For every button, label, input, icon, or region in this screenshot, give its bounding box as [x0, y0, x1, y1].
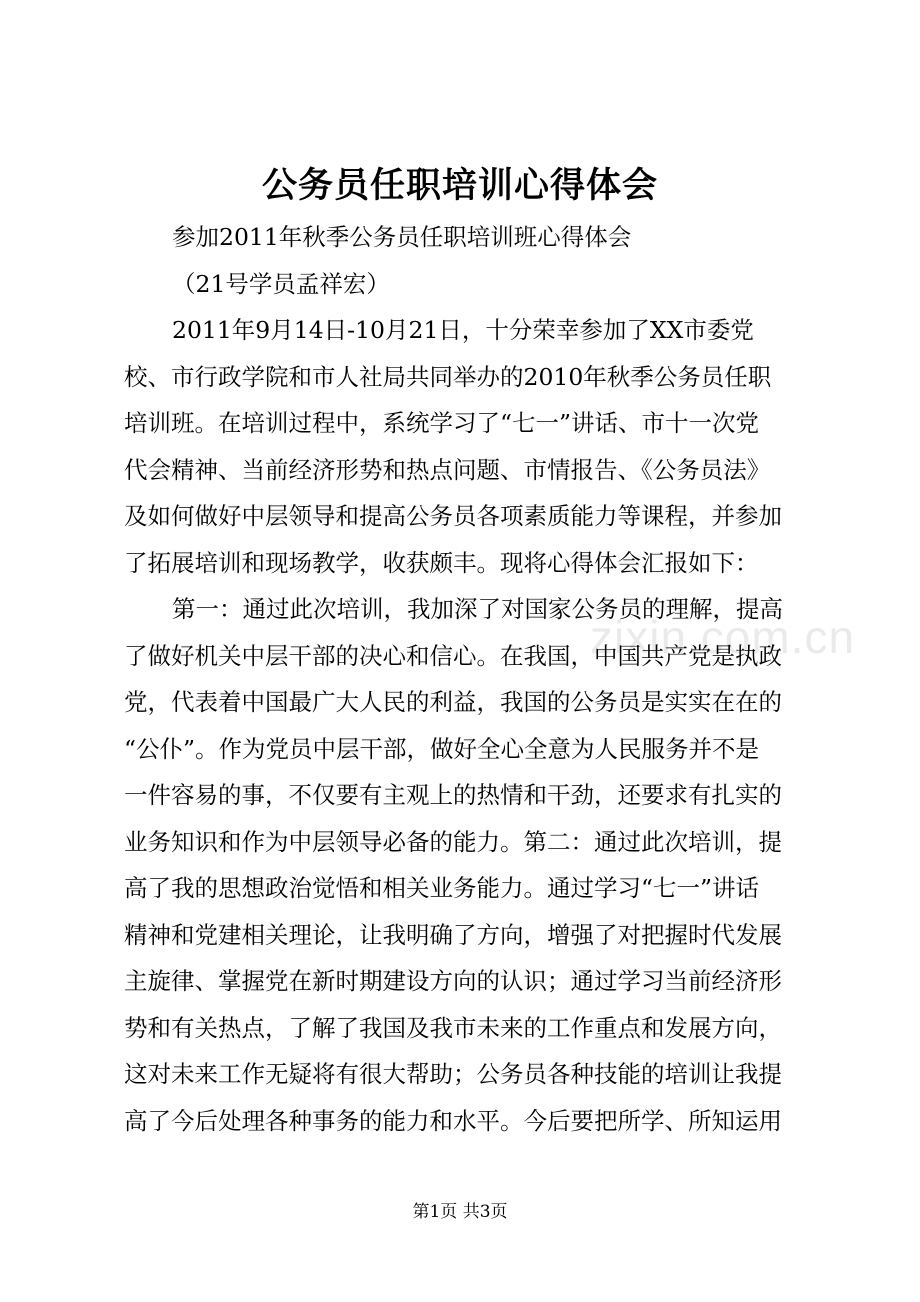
paragraph-line: 及如何做好中层领导和提高公务员各项素质能力等课程，并参加	[124, 502, 782, 530]
paragraph-line: 高了我的思想政治觉悟和相关业务能力。通过学习“七一”讲话	[124, 874, 760, 902]
paragraph-line: 精神和党建相关理论，让我明确了方向，增强了对把握时代发展	[124, 920, 782, 949]
paragraph-line: “公仆”。作为党员中层干部，做好全心全意为人民服务并不是	[124, 734, 760, 763]
paragraph-line: 一件容易的事，不仅要有主观上的热情和干劲，还要求有扎实的	[124, 781, 782, 809]
paragraph-line: 2011年9月14日-10月21日，十分荣幸参加了XX市委党	[172, 316, 754, 344]
watermark: zixin.com.cn	[590, 611, 856, 663]
paragraph-line: 培训班。在培训过程中，系统学习了“七一”讲话、市十一次党	[124, 409, 760, 437]
paragraph-line: 这对未来工作无疑将有很大帮助；公务员各种技能的培训让我提	[124, 1060, 782, 1088]
paragraph-line: 第一：通过此次培训，我加深了对国家公务员的理解，提高	[172, 595, 783, 623]
paragraph-line: 党，代表着中国最广大人民的利益，我国的公务员是实实在在的	[124, 688, 782, 716]
paragraph-line: 业务知识和作为中层领导必备的能力。第二：通过此次培训，提	[124, 827, 782, 856]
paragraph-line: 代会精神、当前经济形势和热点问题、市情报告、《公务员法》	[124, 455, 771, 484]
page-footer: 第1页 共3页	[412, 1202, 508, 1222]
paragraph-line: 了拓展培训和现场教学，收获颇丰。现将心得体会汇报如下：	[124, 548, 759, 577]
paragraph-line: 主旋律、掌握党在新时期建设方向的认识；通过学习当前经济形	[124, 967, 782, 995]
author-line: （21号学员孟祥宏）	[172, 269, 390, 298]
paragraph-line: 势和有关热点，了解了我国及我市未来的工作重点和发展方向，	[124, 1013, 782, 1042]
document-body	[124, 214, 810, 1144]
paragraph-line: 高了今后处理各种事务的能力和水平。今后要把所学、所知运用	[124, 1106, 782, 1135]
paragraph-line: 校、市行政学院和市人社局共同举办的2010年秋季公务员任职	[124, 362, 772, 391]
paragraph-line: 了做好机关中层干部的决心和信心。在我国，中国共产党是执政	[124, 641, 782, 670]
document-title: 公务员任职培训心得体会	[261, 165, 658, 206]
subtitle-line: 参加2011年秋季公务员任职培训班心得体会	[172, 223, 632, 251]
